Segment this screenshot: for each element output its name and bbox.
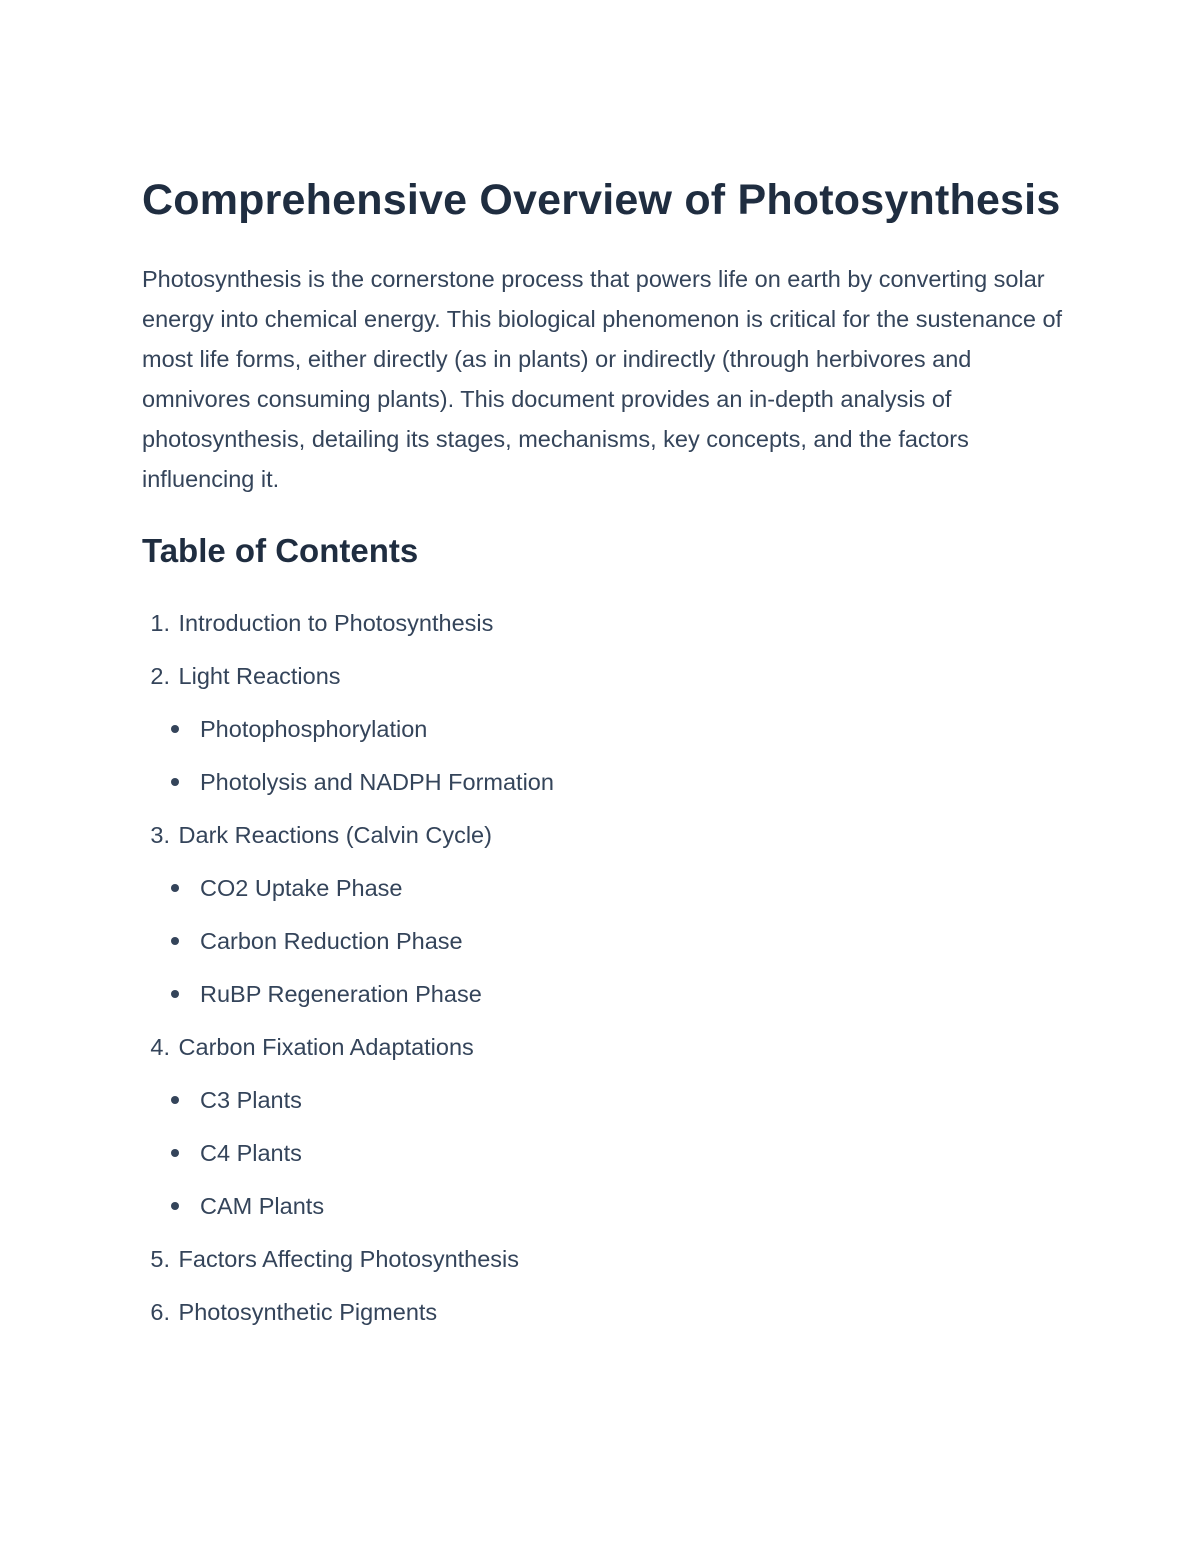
toc-subitem-label: CO2 Uptake Phase [200, 875, 403, 901]
toc-item-label: Light Reactions [178, 663, 341, 689]
toc-subitem-label: RuBP Regeneration Phase [200, 981, 482, 1007]
table-of-contents [142, 597, 1067, 1339]
toc-subitem-label: Photophosphorylation [200, 716, 428, 742]
toc-heading: Table of Contents [142, 532, 419, 569]
toc-subitem-label: C3 Plants [200, 1087, 302, 1113]
intro-paragraph: Photosynthesis is the cornerstone process that powers life on earth by converting solar energy into chemical energy. This biological phenomenon is critical for the sustenance of most life forms, either directly (as in plants) or indirectly (through herbivores and omnivores consuming plants). This document provides an in-depth analysis of photosynthesis, detailing its stages, mechanisms, key concepts, and the factors influencing it. [142, 266, 1063, 492]
document-page [142, 168, 1067, 1339]
toc-subitem-label: Photolysis and NADPH Formation [200, 769, 554, 795]
toc-subitem-label: CAM Plants [200, 1193, 325, 1219]
toc-subitem [142, 915, 1067, 968]
toc-item [142, 1233, 1067, 1286]
bullet-icon [171, 990, 179, 998]
toc-subitem [142, 756, 1067, 809]
toc-item-number: 1. [150, 610, 170, 636]
toc-subitem [142, 1074, 1067, 1127]
toc-item-number: 4. [150, 1034, 170, 1060]
toc-item-number: 6. [150, 1299, 170, 1325]
toc-item [142, 809, 1067, 1021]
bullet-icon [171, 1202, 179, 1210]
toc-subitem [142, 1127, 1067, 1180]
toc-item [142, 1286, 1067, 1339]
toc-item [142, 1021, 1067, 1233]
toc-item-label: Dark Reactions (Calvin Cycle) [178, 822, 492, 848]
bullet-icon [171, 1096, 179, 1104]
toc-item [142, 650, 1067, 809]
document-title: Comprehensive Overview of Photosynthesis [142, 176, 1061, 224]
toc-item-number: 3. [150, 822, 170, 848]
toc-subitem [142, 862, 1067, 915]
toc-subitem [142, 703, 1067, 756]
bullet-icon [171, 937, 179, 945]
bullet-icon [171, 778, 179, 786]
toc-sublist [142, 703, 1067, 809]
toc-item-number: 5. [150, 1246, 170, 1272]
toc-item-label: Factors Affecting Photosynthesis [178, 1246, 520, 1272]
toc-sublist [142, 1074, 1067, 1233]
bullet-icon [171, 725, 179, 733]
toc-item-number: 2. [150, 663, 170, 689]
toc-subitem [142, 968, 1067, 1021]
toc-item [142, 597, 1067, 650]
bullet-icon [171, 1149, 179, 1157]
toc-item-label: Photosynthetic Pigments [178, 1299, 438, 1325]
bullet-icon [171, 884, 179, 892]
toc-subitem-label: C4 Plants [200, 1140, 302, 1166]
toc-sublist [142, 862, 1067, 1021]
toc-subitem [142, 1180, 1067, 1233]
toc-subitem-label: Carbon Reduction Phase [200, 928, 463, 954]
toc-item-label: Introduction to Photosynthesis [178, 610, 494, 636]
toc-item-label: Carbon Fixation Adaptations [178, 1034, 474, 1060]
